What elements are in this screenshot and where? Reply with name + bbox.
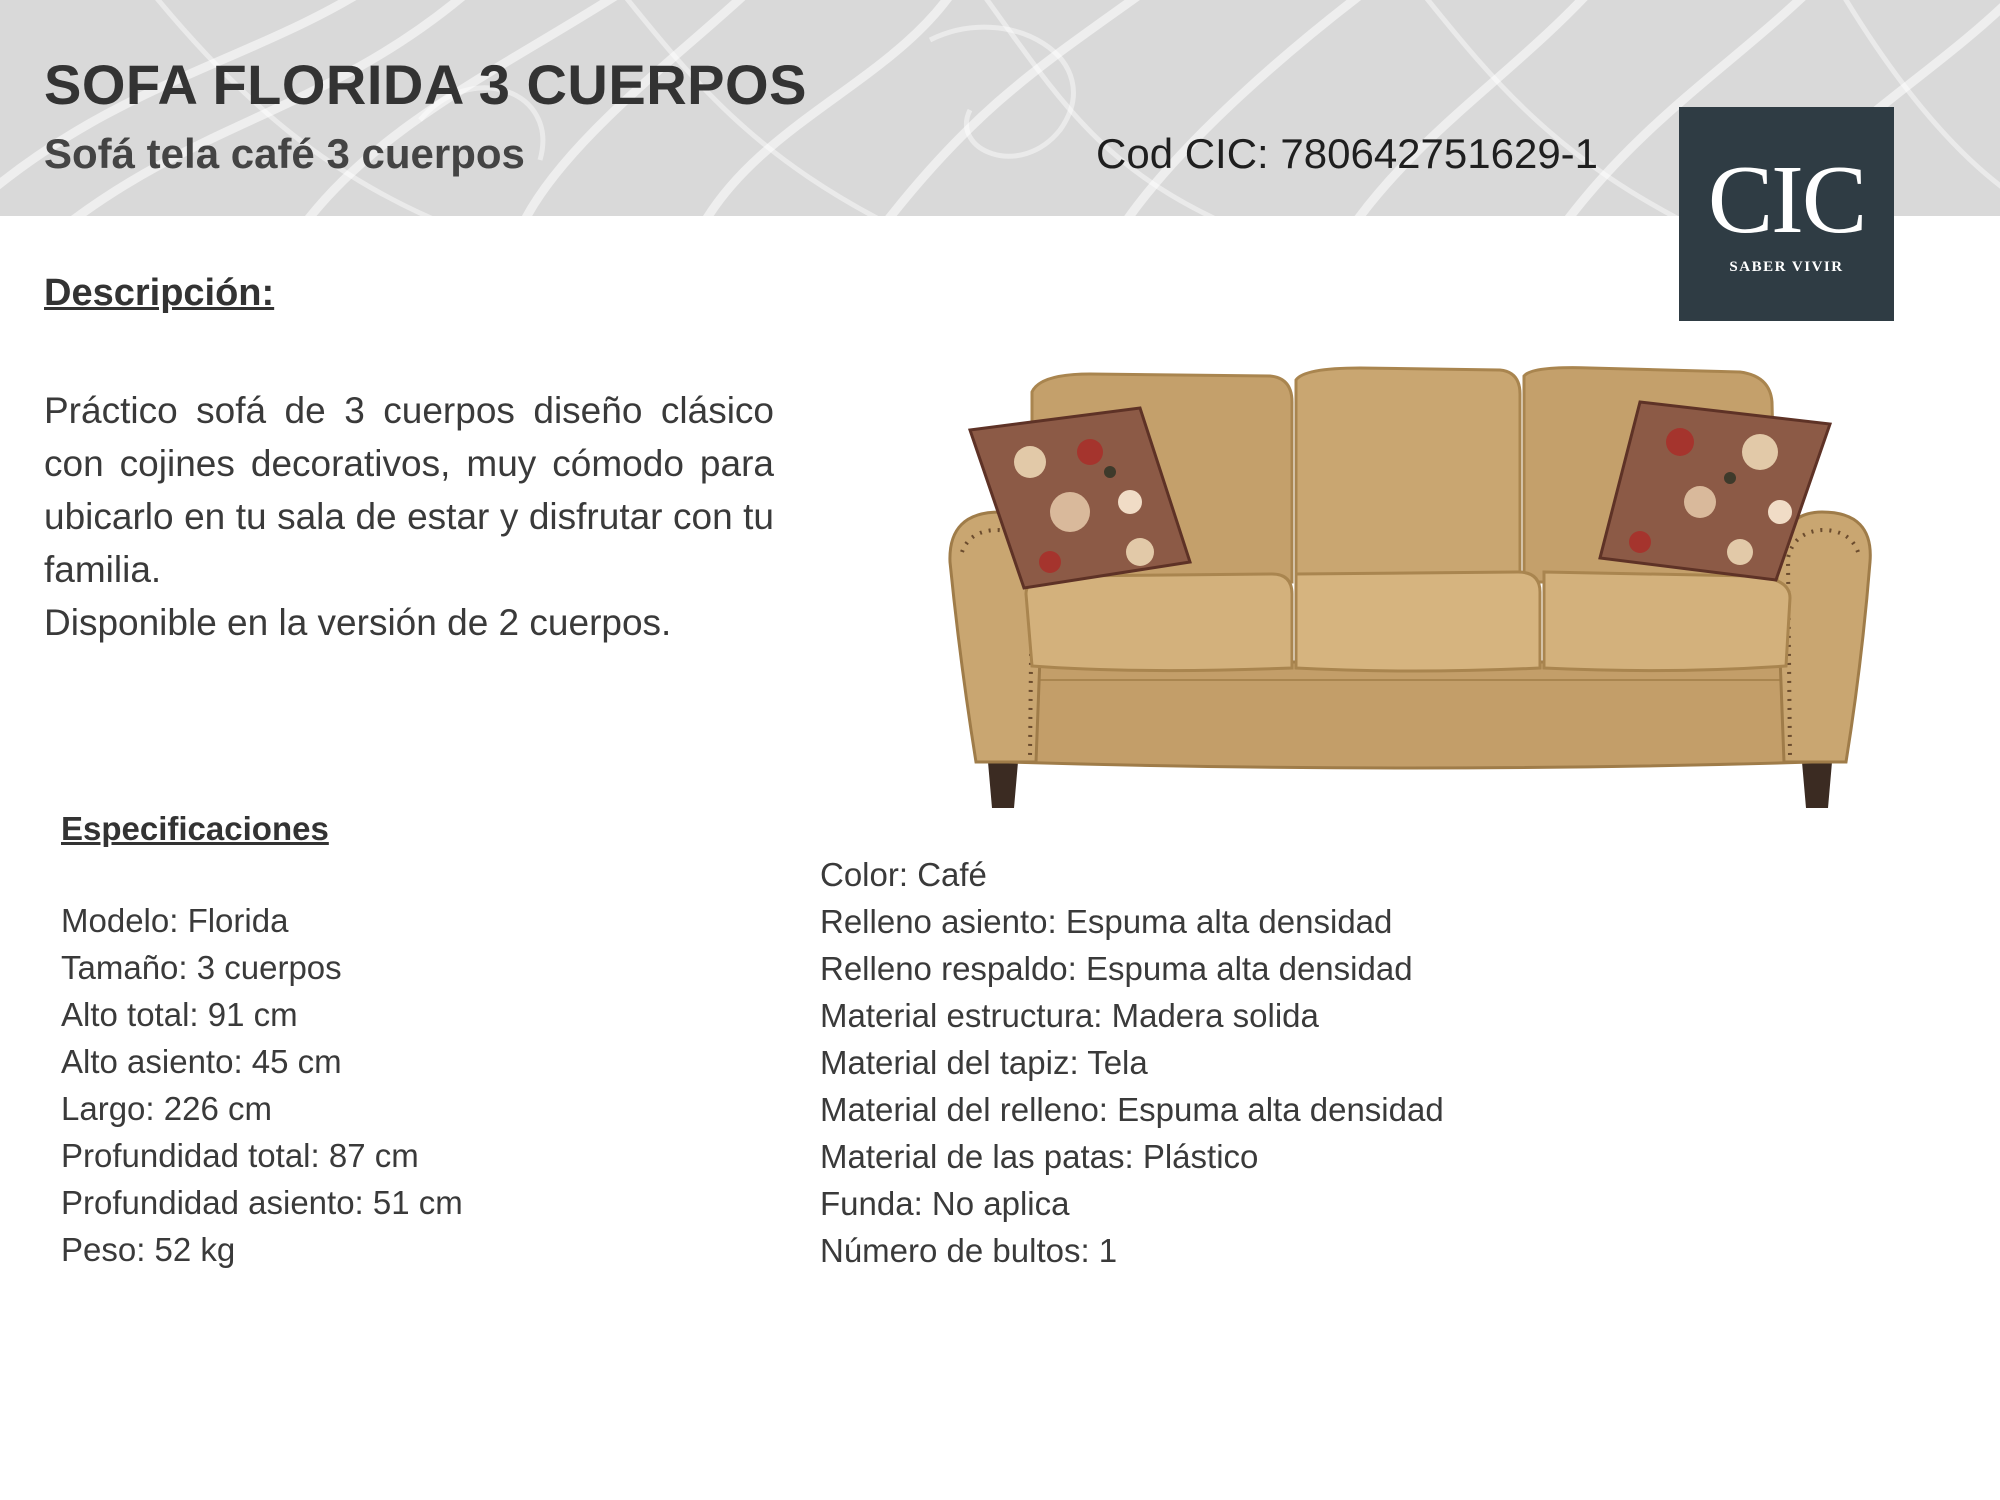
spec-item: Modelo: Florida: [61, 902, 289, 939]
spec-item: Profundidad total: 87 cm: [61, 1137, 419, 1174]
spec-item: Funda: No aplica: [820, 1185, 1070, 1222]
spec-item: Relleno asiento: Espuma alta densidad: [820, 903, 1393, 940]
logo-mark: CIC: [1707, 146, 1866, 254]
spec-item: Material estructura: Madera solida: [820, 997, 1319, 1034]
product-subtitle: Sofá tela café 3 cuerpos: [44, 130, 525, 177]
spec-item: Largo: 226 cm: [61, 1090, 272, 1127]
spec-item: Alto total: 91 cm: [61, 996, 298, 1033]
logo-tagline: SABER VIVIR: [1729, 259, 1844, 275]
description-availability: Disponible en la versión de 2 cuerpos.: [44, 602, 672, 643]
spec-item: Número de bultos: 1: [820, 1232, 1118, 1269]
product-code: Cod CIC: 780642751629-1: [1096, 130, 1599, 177]
specifications-heading: Especificaciones: [61, 810, 329, 847]
cic-logo: [1679, 107, 1894, 321]
description-text: [44, 384, 774, 649]
spec-item: Color: Café: [820, 856, 987, 893]
spec-item: Peso: 52 kg: [61, 1231, 236, 1268]
spec-item: Profundidad asiento: 51 cm: [61, 1184, 463, 1221]
spec-item: Alto asiento: 45 cm: [61, 1043, 342, 1080]
sofa-product-image: [940, 362, 1880, 817]
spec-item: Material del tapiz: Tela: [820, 1044, 1148, 1081]
description-heading: Descripción:: [44, 272, 275, 314]
spec-item: Material de las patas: Plástico: [820, 1138, 1259, 1175]
spec-item: Relleno respaldo: Espuma alta densidad: [820, 950, 1413, 987]
spec-item: Material del relleno: Espuma alta densidad: [820, 1091, 1444, 1128]
sofa-illustration: [950, 368, 1870, 808]
spec-item: Tamaño: 3 cuerpos: [61, 949, 342, 986]
description-paragraph: Práctico sofá de 3 cuerpos diseño clásico con cojines decorativos, muy cómodo para ubicarlo en tu sala de estar y disfrutar con tu familia.: [44, 390, 774, 590]
product-title: SOFA FLORIDA 3 CUERPOS: [44, 53, 807, 116]
spec-list-left: [61, 897, 463, 1273]
spec-list-right: [820, 851, 1444, 1274]
